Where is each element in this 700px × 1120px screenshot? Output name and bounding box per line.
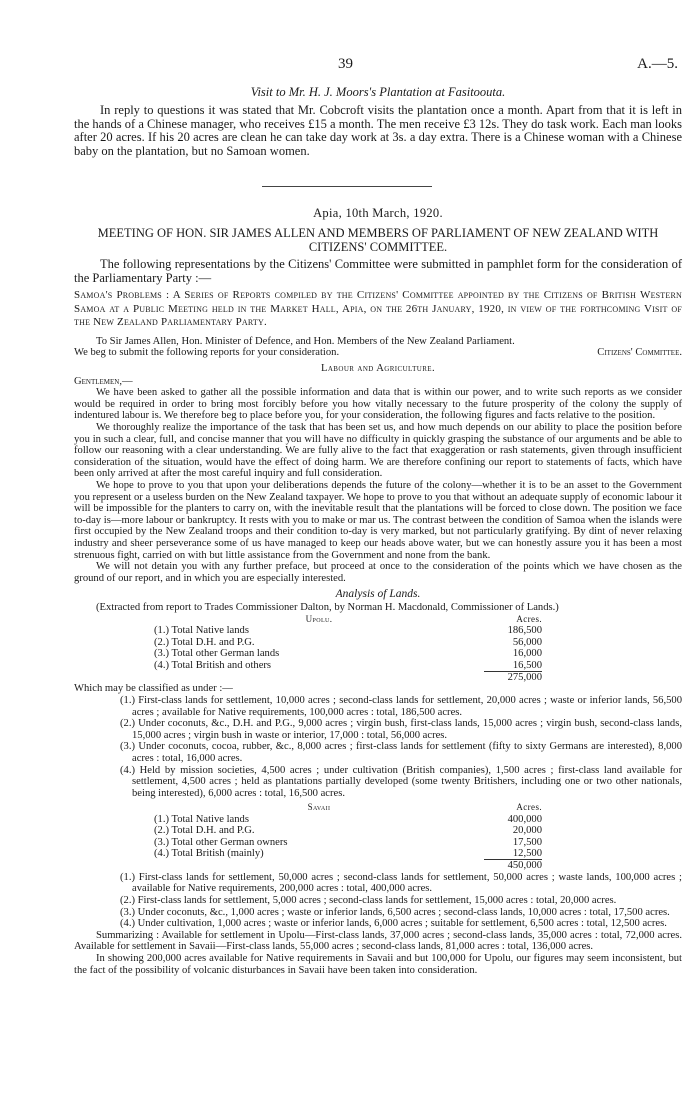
submission-line: [74, 347, 682, 359]
row-label: (3.) Total other German lands: [154, 648, 280, 660]
labour-paragraph-1: We have been asked to gather all the possible information and data that is within our power, and to write such reports as we consider would be required in order to bring most forcibly before you how vitally necessary to the future prosperity of the colony the supply of indentured labour is. We therefore beg to place before you, for your consideration, the following figures and facts relative to the position.: [74, 387, 682, 422]
labour-paragraph-4: We will not detain you with any further preface, but proceed at once to the consideration of the points which we have chosen as the ground of our report, and in which you are especially interested.: [74, 561, 682, 584]
dateline: Apia, 10th March, 1920.: [313, 206, 443, 220]
meeting-title: MEETING OF HON. SIR JAMES ALLEN AND MEMBERS OF PARLIAMENT OF NEW ZEALAND WITH CITIZENS' COMMITTEE.: [97, 226, 659, 254]
row-label: (1.) Total Native lands: [154, 625, 249, 637]
row-label: (4.) Total British and others: [154, 659, 272, 671]
row-value: 12,500: [512, 847, 542, 859]
savaii-classification-list: [74, 872, 682, 930]
upolu-total: 275,000: [484, 672, 542, 684]
table-row: [154, 825, 542, 836]
classified-intro: Which may be classified as under :—: [74, 683, 233, 695]
visit-section: [74, 85, 682, 158]
section-divider: [262, 186, 432, 187]
salutation: Gentlemen,—: [74, 375, 133, 387]
table-row: [154, 637, 542, 648]
row-value: 186,500: [507, 625, 542, 637]
list-item: (1.) First-class lands for settlement, 50,000 acres ; second-class lands for settlement, 50,000 acres ; waste lands, 100,000 acres ; available for Native requirements, 200,000 acres : total, 400,000 acres.: [120, 871, 682, 895]
analysis-source: (Extracted from report to Trades Commissioner Dalton, by Norman H. Macdonald, Commissioner of Lands.): [96, 602, 559, 614]
savaii-total: 450,000: [484, 860, 542, 872]
list-item: (4.) Under cultivation, 1,000 acres ; waste or inferior lands, 6,000 acres ; suitable for settlement, 6,500 acres : total, 12,500 acres.: [120, 918, 667, 930]
row-label: (4.) Total British (mainly): [154, 848, 264, 860]
labour-paragraph-2: We thoroughly realize the importance of the task that has been set us, and how much depends on our ability to place the position before you in such a clear, full, and concise manner that you will have no difficulty in quickly grasping the substance of our arguments and be able to follow our reasoning with a clear understanding. We are fully alive to the fact that exaggeration or rash statements, given through insufficient consideration of the situation, would have the effect of doing harm. We are therefore confining our report to statements of facts, which have been only arrived at after the most careful inquiry and full consideration.: [74, 422, 682, 480]
submission-text: We beg to submit the following reports for your consideration.: [74, 347, 340, 359]
row-value: 17,500: [512, 836, 542, 848]
page-number: 39: [338, 56, 353, 72]
row-value: 400,000: [507, 813, 542, 825]
table-row: [154, 625, 542, 636]
list-item: (2.) First-class lands for settlement, 5,000 acres ; second-class lands for settlement, 15,000 acres : total, 20,000 acres.: [120, 894, 617, 906]
table-row: [154, 814, 542, 825]
table-row: [154, 837, 542, 848]
meeting-section: [74, 206, 682, 976]
document-reference: A.—5.: [637, 56, 678, 72]
signature-committee: Citizens' Committee.: [597, 347, 682, 359]
visit-paragraph: In reply to questions it was stated that Mr. Cobcroft visits the plantation once a month. Apart from that it is left in the hands of a Chinese manager, who receives £15 a month. The men receive £3 12s. They do task work. Each man looks after 20 acres. If his 20 acres are clean he can take day work at 3s. a day extra. There is a Chinese woman with a Chinese baby on the plantation, but no Samoan women.: [74, 103, 682, 158]
table-row: [154, 648, 542, 659]
summary-paragraph: Summarizing : Available for settlement in Upolu—First-class lands, 37,000 acres ; second-class lands, 35,000 acres : total, 72,000 acres. Available for settlement in Savaii—First-class lands, 55,000 acres ; second-class lands, 81,000 acres : total, 136,000 acres.: [74, 929, 682, 953]
visit-title: Visit to Mr. H. J. Moors's Plantation at Fasitoouta.: [250, 85, 506, 99]
table-row: [154, 660, 542, 672]
analysis-heading: Analysis of Lands.: [335, 588, 421, 601]
row-label: (2.) Total D.H. and P.G.: [154, 636, 255, 648]
savaii-column-head: Savaii: [307, 802, 331, 813]
row-value: 56,000: [512, 636, 542, 648]
row-label: (2.) Total D.H. and P.G.: [154, 825, 255, 837]
list-item: (3.) Under coconuts, cocoa, rubber, &c., 8,000 acres ; first-class lands for settlement (fifty to sixty Germans are interested), 8,000 acres : total, 16,000 acres.: [120, 741, 682, 764]
row-label: (1.) Total Native lands: [154, 813, 249, 825]
labour-paragraph-3: We hope to prove to you that upon your deliberations depends the future of the colony—whether it is to be an asset to the Government you represent or a useless burden on the New Zealand taxpayer. We hope to prove to you that without an adequate supply of economic labour it will be impossible for the planters to carry on, with the inevitable result that the plantations will be forced to close down. The position we face to-day is—more labour or bankruptcy. It rests with you to make or mar us. The contrast between the condition of Samoa when the islands were first occupied by the New Zealand troops and their condition to-day is very marked, but not particularly gratifying. By dint of never relaxing industry and sheer perseverance some of us have managed to keep our heads above water, but we can honestly assure you it has been a most strenuous fight, carried on with but little assistance from the Government and none from the bank.: [74, 480, 682, 561]
table-row: [154, 848, 542, 860]
savaii-table: [154, 802, 542, 871]
total-row: [154, 860, 542, 872]
upolu-column-head: Upolu.: [305, 613, 333, 624]
row-value: 20,000: [512, 825, 542, 837]
list-item: (4.) Held by mission societies, 4,500 acres ; under cultivation (British companies), 1,500 acres ; first-class land available for settlement, 4,500 acres ; held as plantations partially developed (some twenty Britishers, including one or two other nationals, being interested), 6,000 acres : total, 16,500 acres.: [120, 764, 682, 799]
upolu-table: [154, 614, 542, 683]
labour-heading: Labour and Agriculture.: [320, 362, 436, 374]
list-item: (3.) Under coconuts, &c., 1,000 acres ; waste or inferior lands, 6,500 acres ; second-class lands, 10,000 acres : total, 17,500 acres.: [120, 906, 670, 918]
row-label: (3.) Total other German owners: [154, 836, 288, 848]
address-line: To Sir James Allen, Hon. Minister of Defence, and Hon. Members of the New Zealand Parliament.: [96, 335, 515, 347]
upolu-unit-head: Acres.: [516, 613, 542, 624]
total-row: [154, 672, 542, 684]
pamphlet-title: Samoa's Problems : A Series of Reports compiled by the Citizens' Committee appointed by the Citizens of British Western Samoa at a Public Meeting held in the Market Hall, Apia, on the 26th January, 1920, in view of the forthcoming Visit of the New Zealand Parliamentary Party.: [74, 289, 682, 328]
meeting-intro: The following representations by the Citizens' Committee were submitted in pamphlet form for the consideration of the Parliamentary Party :—: [74, 257, 682, 285]
list-item: (1.) First-class lands for settlement, 10,000 acres ; second-class lands for settlement, 20,000 acres ; waste or inferior lands, 56,500 acres ; available for Native requirements, 100,000 acres : total, 186,500 acres.: [120, 695, 682, 718]
closing-paragraph: In showing 200,000 acres available for Native requirements in Savaii and but 100,000 for Upolu, our figures may seem inconsistent, but the fact of the possibility of volcanic disturbances in Savaii have been taken into consideration.: [74, 952, 682, 976]
upolu-classification-list: [74, 695, 682, 799]
row-value: 16,000: [512, 648, 542, 660]
savaii-unit-head: Acres.: [516, 802, 542, 813]
list-item: (2.) Under coconuts, &c., D.H. and P.G., 9,000 acres ; virgin bush, first-class lands, 15,000 acres ; virgin bush, second-class lands, 15,000 acres ; virgin bush in waste or interior, 17,000 : total, 56,000 acres.: [120, 718, 682, 741]
row-value: 16,500: [512, 659, 542, 671]
